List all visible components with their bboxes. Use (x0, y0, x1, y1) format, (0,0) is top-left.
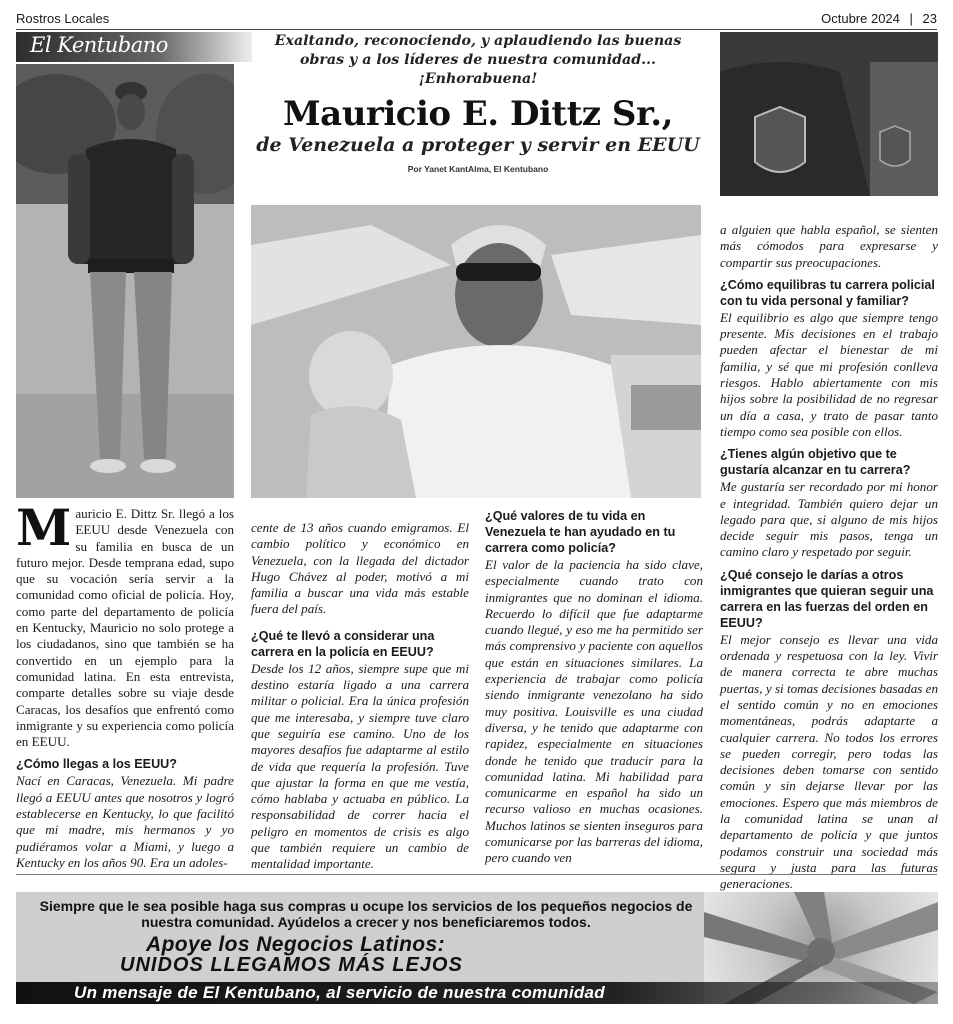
ad-headline-1: Apoye los Negocios Latinos: (146, 933, 446, 956)
answer-paragraph: El valor de la paciencia ha sido clave, especialmente cuando trato con inmigrantes que no dominan el idioma. Recuerdo lo difícil que fue adaptarme cuando llegué, y eso me ha permitido ser más comprensivo y paciente con aquellos que están en situaciones similares. La experiencia de trabajar como policía siendo inmigrante venezolano ha sido muy positiva. Louisville es una ciudad diversa, y he tenido que adaptarme con rapidez, especialmente en situaciones donde he tenido que traducir para la comunidad latina. Mi habilidad para comunicarme en español ha sido un recurso valioso en muchas ocasiones. Muchos latinos se sienten inseguros para comunicarse por las barreras del idioma, pero cuando ven (485, 557, 703, 866)
question-heading: ¿Cómo equilibras tu carrera policial con tu vida personal y familiar? (720, 277, 935, 308)
police-badge-photo (720, 32, 938, 196)
article-column-4 (720, 222, 938, 895)
answer-paragraph: El equilibrio es algo que siempre tengo presente. Mis decisiones en el trabajo pueden afectar el bienestar de mi familia, y sé que mi profesión conlleva riesgos. Hablo abiertamente con mis hijos sobre la posibilidad de no regresar un día a casa, y trato de pasar tanto tiempo como sea posible con ellos. (720, 309, 938, 439)
answer-paragraph: El mejor consejo es llevar una vida ordenada y respetuosa con la ley. Vivir de manera correcta te abre muchas puertas, y si tomas decisiones basadas en el sentido común y no en emociones momentáneas, podrás adaptarte a cualquier carrera. No todos los errores se pueden corregir, pero todas las decisiones deben tomarse con sentido común y sin dejarse llevar por las emociones. Espero que más miembros de la comunidad latina se unan al departamento de policía y que juntos podamos construir una sociedad más segura y justa para las futuras generaciones. (720, 631, 938, 892)
issue-date: Octubre 2024 (821, 11, 900, 26)
question-heading: ¿Cómo llegas a los EEUU? (16, 757, 177, 772)
article-column-2 (251, 520, 469, 875)
question-heading: ¿Qué te llevó a considerar una carrera en la policía en EEUU? (251, 628, 435, 659)
page-header (16, 8, 937, 30)
ad-footer-bar (16, 982, 938, 1004)
ad-headline-2: UNIDOS LLEGAMOS MÁS LEJOS (120, 954, 463, 976)
section-name: Rostros Locales (16, 11, 110, 26)
ad-message: Siempre que le sea posible haga sus compras u ocupe los servicios de los pequeños negocios de nuestra comunidad. Ayúdelos a crecer y nos beneficiaremos todos. (39, 898, 693, 930)
article-byline: Por Yanet KantAlma, El Kentubano (407, 164, 549, 174)
drop-cap: M (16, 498, 72, 557)
header-right (815, 11, 937, 26)
question-heading: ¿Qué valores de tu vida en Venezuela te han ayudado en tu carrera como policía? (485, 509, 676, 555)
officer-portrait-photo (16, 64, 234, 498)
answer-paragraph: cente de 13 años cuando emigramos. El cambio político y económico en Venezuela, con la llegada del dictador Hugo Chávez al poder, motivó a mi familia a buscar una vida más estable fuera del país. (251, 520, 469, 617)
section-divider (16, 874, 937, 875)
article-column-3 (485, 508, 703, 869)
question-heading: ¿Qué consejo le darías a otros inmigrantes que quieran seguir una carrera en las fuerzas del orden en EEUU? (720, 567, 934, 630)
article-column-1 (16, 498, 234, 873)
answer-paragraph: Me gustaría ser recordado por mi honor e integridad. También quiero dejar un legado para que, si alguno de mis hijos decide seguir mis pasos, tenga un camino claro y respetado por seguir. (720, 479, 938, 560)
question-heading: ¿Tienes algún objetivo que te gustaría alcanzar en tu carrera? (720, 447, 911, 478)
ad-footer-text: Un mensaje de El Kentubano, al servicio de nuestra comunidad (74, 983, 605, 1002)
header-separator: | (909, 11, 913, 26)
community-ad (16, 892, 938, 1004)
article-subtitle: de Venezuela a proteger y servir en EEUU (256, 134, 700, 156)
brand-logo: El Kentubano (30, 33, 168, 57)
answer-paragraph: a alguien que habla español, se sienten más cómodos para expresarse y compartir sus preocupaciones. (720, 222, 938, 270)
answer-paragraph: Desde los 12 años, siempre supe que mi destino estaría ligado a una carrera militar o policial. Era la única profesión que me interesaba, y siempre tuve claro que seguiría ese camino. Uno de los mayores desafíos fue adaptarme al estilo de vida que requería la profesión. Tuve que ajustar la forma en que me vestía, cómo hablaba y actuaba en público. La responsabilidad de correr hacia el peligro en momentos de crisis es algo que también requiere un cambio de mentalidad importante. (251, 660, 469, 872)
intro-paragraph (16, 498, 234, 750)
brand-banner (16, 32, 252, 62)
answer-paragraph: Nací en Caracas, Venezuela. Mi padre llegó a EEUU antes que nosotros y logró establecerse en Kentucky, lo que facilitó que mi madre, mis hermanos y yo pudiéramos volar a Miami, y luego a Kentucky en los años 90. Era un adoles- (16, 773, 234, 870)
tagline: Exaltando, reconociendo, y aplaudiendo las buenas obras y a los líderes de nuestra comunidad... ¡Enhorabuena! (274, 33, 682, 87)
article-title: Mauricio E. Dittz Sr., (283, 94, 673, 134)
intro-text: auricio E. Dittz Sr. llegó a los EEUU desde Venezuela con su familia en busca de un futuro mejor. Desde temprana edad, supo que su vocación sería servir a la comunidad como oficial de policía. Hoy, como parte del departamento de policía en Kentucky, Mauricio no solo protege a los ciudadanos, sino que también se ha convertido en un ejemplo para la comunidad latina. En esta entrevista, comparte detalles sobre su viaje desde Caracas, los desafíos que enfrentó como inmigrante y su experiencia como policía en EEUU. (16, 506, 234, 750)
page-number: 23 (922, 11, 937, 26)
father-with-baby-photo (251, 205, 701, 498)
